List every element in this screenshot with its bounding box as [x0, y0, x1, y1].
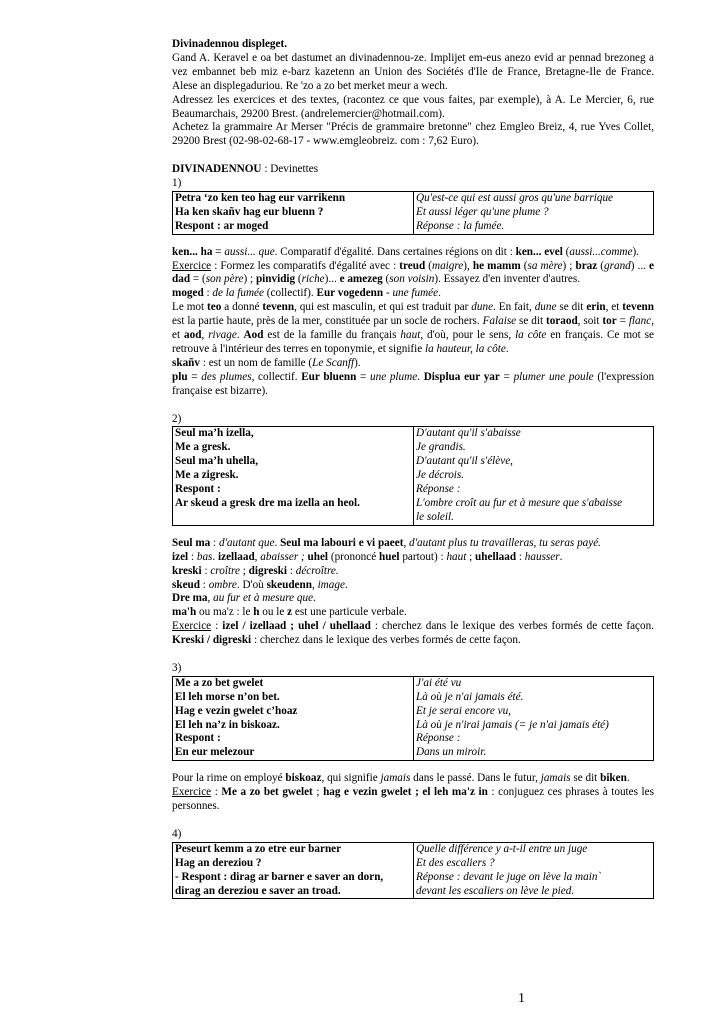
note-biskoaz: Pour la rime on employé biskoaz, qui signifie jamais dans le passé. Dans le futur, jamais se dit biken.	[172, 772, 630, 785]
riddle-2-table	[172, 426, 654, 525]
riddle-3-french: J'ai été vu Là où je n'ai jamais été. Et je serai encore vu, Là où je n'irai jamais (= je n'ai jamais été) Réponse : Dans un miroir.	[416, 676, 609, 759]
riddle-2-french: D'autant qu'il s'abaisse Je grandis. D'autant qu'il s'élève, Je décrois. Réponse : L'ombre croît au fur et à mesure que s'abaisse le soleil.	[416, 427, 623, 523]
note-izel: izel : bas. izellaad, abaisser ; uhel (prononcé huel partout) : haut ; uhellaad : hausser.	[172, 550, 563, 563]
riddle-3-breton: Me a zo bet gwelet El leh morse n’on bet. Hag e vezin gwelet c’hoaz El leh na’z in biskoaz. Respont : En eur melezour	[173, 676, 414, 760]
note-skeud: skeud : ombre. D'où skeudenn, image.	[172, 578, 348, 591]
riddle-4-french: Quelle différence y a-t-il entre un juge Et des escaliers ? Réponse : devant le juge on lève la main` devant les escaliers on lève le pied.	[416, 842, 602, 897]
riddle-1-number: 1)	[172, 177, 182, 190]
note-dre-ma: Dre ma, au fur et à mesure que.	[172, 592, 316, 605]
exercise-2: Exercice : izel / izellaad ; uhel / uhellaad : cherchez dans le lexique des verbes formés de cette façon. Kreski / digreski : cherchez dans le lexique des verbes formés de cette façon.	[172, 620, 654, 647]
riddle-1-breton: Petra ‘zo ken teo hag eur varrikenn Ha ken skañv hag eur bluenn ? Respont : ar moged	[173, 191, 414, 234]
riddle-2-number: 2)	[172, 412, 182, 425]
document-page	[172, 38, 654, 899]
riddle-3-number: 3)	[172, 661, 182, 674]
riddle-4-breton: Peseurt kemm a zo etre eur barner Hag an dereziou ? - Respont : dirag ar barner e saver an dorn, dirag an dereziou e saver an troad.	[173, 842, 414, 899]
note-plu: plu = des plumes, collectif. Eur bluenn = une plume. Displua eur yar = plumer une poule (l'expression française est bizarre).	[172, 370, 655, 397]
intro-title: Divinadennou displeget.	[172, 38, 288, 50]
intro-paragraph-1: Gand A. Keravel e oa bet dastumet an divinadennou-ze. Implijet em-eus anezo evid ar pennad brezoneg a vez embannet beb miz e-barz kazetenn an Union des Sociétés d'Ile de France, Bretagne-Ile de France. Alese an displegaduriou. Re 'zo a zo bet merket meur a wech.	[172, 51, 654, 92]
riddle-4-table	[172, 842, 654, 900]
note-mah: ma'h ou ma'z : le h ou le z est une particule verbale.	[172, 606, 407, 619]
note-kreski: kreski : croître ; digreski : décroître.	[172, 564, 339, 577]
exercise-1: Exercice : Formez les comparatifs d'égalité avec : treud (maigre), he mamm (sa mère) ; braz (grand) ... e dad = (son père) ; pinvidig (riche)... e amezeg (son voisin). Essayez d'en inventer d'autres.	[172, 259, 655, 286]
intro-paragraph-2: Adressez les exercices et des textes, (racontez ce que vous faites, par exemple), à A. Le Mercier, 6, rue Beaumarchais, 29200 Brest. (andrelemercier@hotmail.com).	[172, 93, 654, 120]
riddle-3-table	[172, 676, 654, 761]
note-teo: Le mot teo a donné tevenn, qui est masculin, et qui est traduit par dune. En fait, dune se dit erin, et tevenn est la partie haute, près de la mer, constituée par un socle de rochers. Falaise se dit toraod, soit tor = flanc, et aod, rivage. Aod est de la famille du français haut, d'où, pour le sens, la côte en français. Ce mot se retrouve à l'intérieur des terres en toponymie, et signifie la hauteur, la côte.	[172, 301, 654, 356]
exercise-3: Exercice : Me a zo bet gwelet ; hag e vezin gwelet ; el leh ma'z in : conjuguez ces phrases à toutes les personnes.	[172, 786, 654, 813]
note-ken-ha: ken... ha = aussi... que. Comparatif d'égalité. Dans certaines régions on dit : ken... evel (aussi...comme).	[172, 245, 639, 258]
section-heading: DIVINADENNOU : Devinettes	[172, 163, 319, 176]
riddle-4-number: 4)	[172, 827, 182, 840]
page-number: 1	[518, 991, 525, 1006]
riddle-1-table	[172, 191, 654, 235]
riddle-2-breton: Seul ma’h izella, Me a gresk. Seul ma’h uhella, Me a zigresk. Respont : Ar skeud a gresk dre ma izella an heol.	[173, 427, 414, 525]
note-seul-ma: Seul ma : d'autant que. Seul ma labouri e vi paeet, d'autant plus tu travailleras, tu seras payé.	[172, 536, 601, 549]
intro-paragraph-3: Achetez la grammaire Ar Merser "Précis de grammaire bretonne" chez Emgleo Breiz, 4, rue Yves Collet, 29200 Brest (02-98-02-68-17 - www.emgleobreiz. com : 7,62 Euro).	[172, 121, 654, 148]
riddle-1-french: Qu'est-ce qui est aussi gros qu'une barrique Et aussi léger qu'une plume ? Réponse : la fumée.	[416, 191, 614, 232]
note-skanv: skañv : est un nom de famille (Le Scanff).	[172, 356, 361, 369]
note-moged: moged : de la fumée (collectif). Eur vogedenn - une fumée.	[172, 287, 441, 300]
